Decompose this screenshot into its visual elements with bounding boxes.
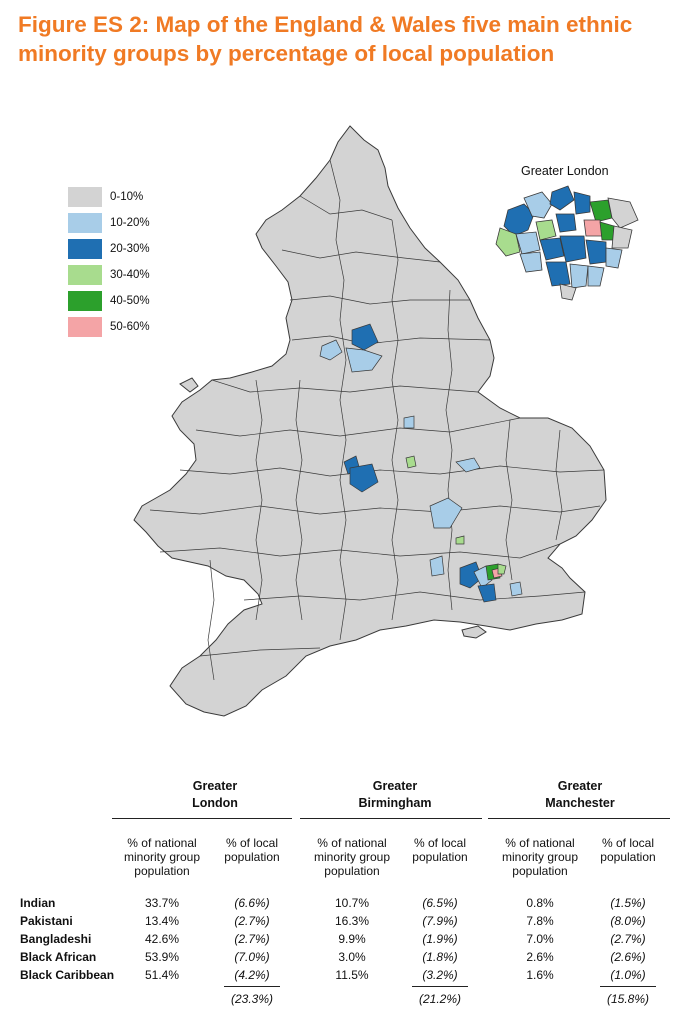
table-cell: 42.6% xyxy=(144,932,180,946)
header-rule xyxy=(488,818,670,819)
figure-title: Figure ES 2: Map of the England & Wales five main ethnic minority groups by percentage of local population xyxy=(18,12,633,66)
legend-label: 50-60% xyxy=(110,321,150,333)
column-header-line: minority group xyxy=(501,850,579,864)
column-header-line: % of local xyxy=(413,836,467,850)
row-label: Pakistani xyxy=(20,914,73,928)
legend-label: 20-30% xyxy=(110,243,150,255)
column-header-line: population xyxy=(412,850,468,864)
table-cell: 53.9% xyxy=(144,950,180,964)
row-label: Indian xyxy=(20,896,56,910)
table-cell: (6.5%) xyxy=(422,896,458,910)
total-rule xyxy=(224,986,280,987)
table-cell: (7.9%) xyxy=(422,914,458,928)
table-cell: 7.0% xyxy=(526,932,554,946)
region-header-line: Manchester xyxy=(545,796,615,810)
legend-label: 40-50% xyxy=(110,295,150,307)
row-label: Black Caribbean xyxy=(20,968,115,982)
column-header-local xyxy=(212,836,292,864)
column-header-line: minority group xyxy=(313,850,391,864)
table-cell: (8.0%) xyxy=(610,914,646,928)
column-header-local xyxy=(588,836,668,864)
region-header-line: Greater xyxy=(192,779,238,793)
table-cell: (1.8%) xyxy=(422,950,458,964)
column-header-line: population xyxy=(224,850,280,864)
region-header-line: Greater xyxy=(557,779,603,793)
region-header-line: Birmingham xyxy=(358,796,432,810)
total-cell: (15.8%) xyxy=(606,992,650,1006)
table-cell: (4.2%) xyxy=(234,968,270,982)
inset-title: Greater London xyxy=(521,164,609,178)
row-label: Black African xyxy=(20,950,97,964)
region-header-line: Greater xyxy=(372,779,418,793)
total-rule xyxy=(412,986,468,987)
total-cell: (23.3%) xyxy=(230,992,274,1006)
table-cell: (2.7%) xyxy=(234,914,270,928)
table-cell: 51.4% xyxy=(144,968,180,982)
table-cell: 16.3% xyxy=(334,914,370,928)
table-cell: 1.6% xyxy=(526,968,554,982)
region-header xyxy=(330,778,460,812)
column-header-line: % of local xyxy=(601,836,655,850)
column-header-line: population xyxy=(512,864,568,878)
total-rule xyxy=(600,986,656,987)
table-cell: 0.8% xyxy=(526,896,554,910)
table-cell: (6.6%) xyxy=(234,896,270,910)
column-header-local xyxy=(400,836,480,864)
table-cell: (2.6%) xyxy=(610,950,646,964)
table-cell: 11.5% xyxy=(335,968,369,982)
column-header-national xyxy=(302,836,402,878)
table-cell: 33.7% xyxy=(144,896,180,910)
column-header-national xyxy=(490,836,590,878)
table-cell: 3.0% xyxy=(338,950,366,964)
column-header-line: % of national xyxy=(127,836,197,850)
column-header-national xyxy=(112,836,212,878)
column-header-line: % of national xyxy=(505,836,575,850)
column-header-line: population xyxy=(600,850,656,864)
table-cell: 2.6% xyxy=(526,950,554,964)
column-header-line: % of local xyxy=(225,836,279,850)
table-cell: 10.7% xyxy=(334,896,370,910)
table-cell: 9.9% xyxy=(338,932,366,946)
header-rule xyxy=(112,818,292,819)
table-cell: (2.7%) xyxy=(610,932,646,946)
total-cell: (21.2%) xyxy=(418,992,462,1006)
legend-label: 30-40% xyxy=(110,269,150,281)
table-cell: (2.7%) xyxy=(234,932,270,946)
table-cell: 7.8% xyxy=(526,914,554,928)
table-cell: 13.4% xyxy=(144,914,180,928)
table-cell: (1.9%) xyxy=(422,932,458,946)
row-label: Bangladeshi xyxy=(20,932,92,946)
column-header-line: % of national xyxy=(317,836,387,850)
region-header xyxy=(160,778,270,812)
table-cell: (1.5%) xyxy=(610,896,646,910)
legend-label: 0-10% xyxy=(110,191,144,203)
table-cell: (7.0%) xyxy=(234,950,270,964)
column-header-line: population xyxy=(324,864,380,878)
column-header-line: minority group xyxy=(123,850,201,864)
table-cell: (3.2%) xyxy=(422,968,458,982)
column-header-line: population xyxy=(134,864,190,878)
legend-label: 10-20% xyxy=(110,217,150,229)
region-header-line: London xyxy=(192,796,238,810)
table-cell: (1.0%) xyxy=(610,968,646,982)
region-header xyxy=(515,778,645,812)
header-rule xyxy=(300,818,482,819)
